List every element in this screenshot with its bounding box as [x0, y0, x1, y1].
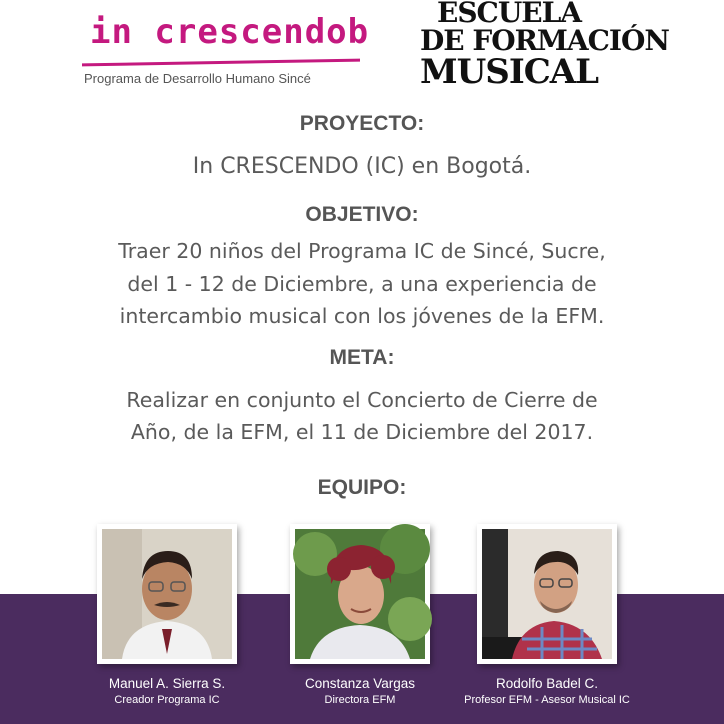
efm-logo-line-1: ESCUELA	[436, 0, 582, 29]
efm-logo-line-2: DE FORMACIÓN	[420, 24, 669, 57]
efm-logo	[420, 0, 669, 92]
member-role: Directora EFM	[324, 694, 396, 706]
member-role: Profesor EFM - Asesor Musical IC	[464, 694, 630, 706]
objective-line-1: Traer 20 niños del Programa IC de Sincé, Sucre,	[118, 239, 606, 263]
logo-tagline: Programa de Desarrollo Humano Sincé	[84, 71, 311, 86]
project-heading: PROYECTO:	[299, 112, 425, 135]
member-name: Rodolfo Badel C.	[495, 676, 599, 691]
team-heading: EQUIPO:	[317, 476, 407, 499]
project-text: In CRESCENDO (IC) en Bogotá.	[192, 154, 532, 179]
logo-wordmark: in crescendob	[90, 12, 370, 52]
member-photo	[482, 529, 612, 659]
member-photo	[295, 529, 425, 659]
goal-heading: META:	[329, 346, 395, 369]
logo-underline	[82, 59, 360, 67]
member-photo-frame	[97, 524, 237, 664]
in-crescendo-logo	[78, 6, 368, 86]
goal-line-1: Realizar en conjunto el Concierto de Cierre de	[126, 388, 598, 412]
goal-line-2: Año, de la EFM, el 11 de Diciembre del 2017.	[130, 420, 594, 444]
member-name: Manuel A. Sierra S.	[108, 676, 226, 691]
objective-line-2: del 1 - 12 de Diciembre, a una experiencia de	[127, 272, 597, 296]
objective-line-3: intercambio musical con los jóvenes de la EFM.	[119, 304, 605, 328]
member-role: Creador Programa IC	[114, 694, 220, 706]
member-name: Constanza Vargas	[304, 676, 416, 691]
member-photo-frame	[477, 524, 617, 664]
objective-heading: OBJETIVO:	[305, 203, 419, 226]
member-photo	[102, 529, 232, 659]
efm-logo-line-3: MUSICAL	[420, 52, 599, 92]
member-photo-frame	[290, 524, 430, 664]
